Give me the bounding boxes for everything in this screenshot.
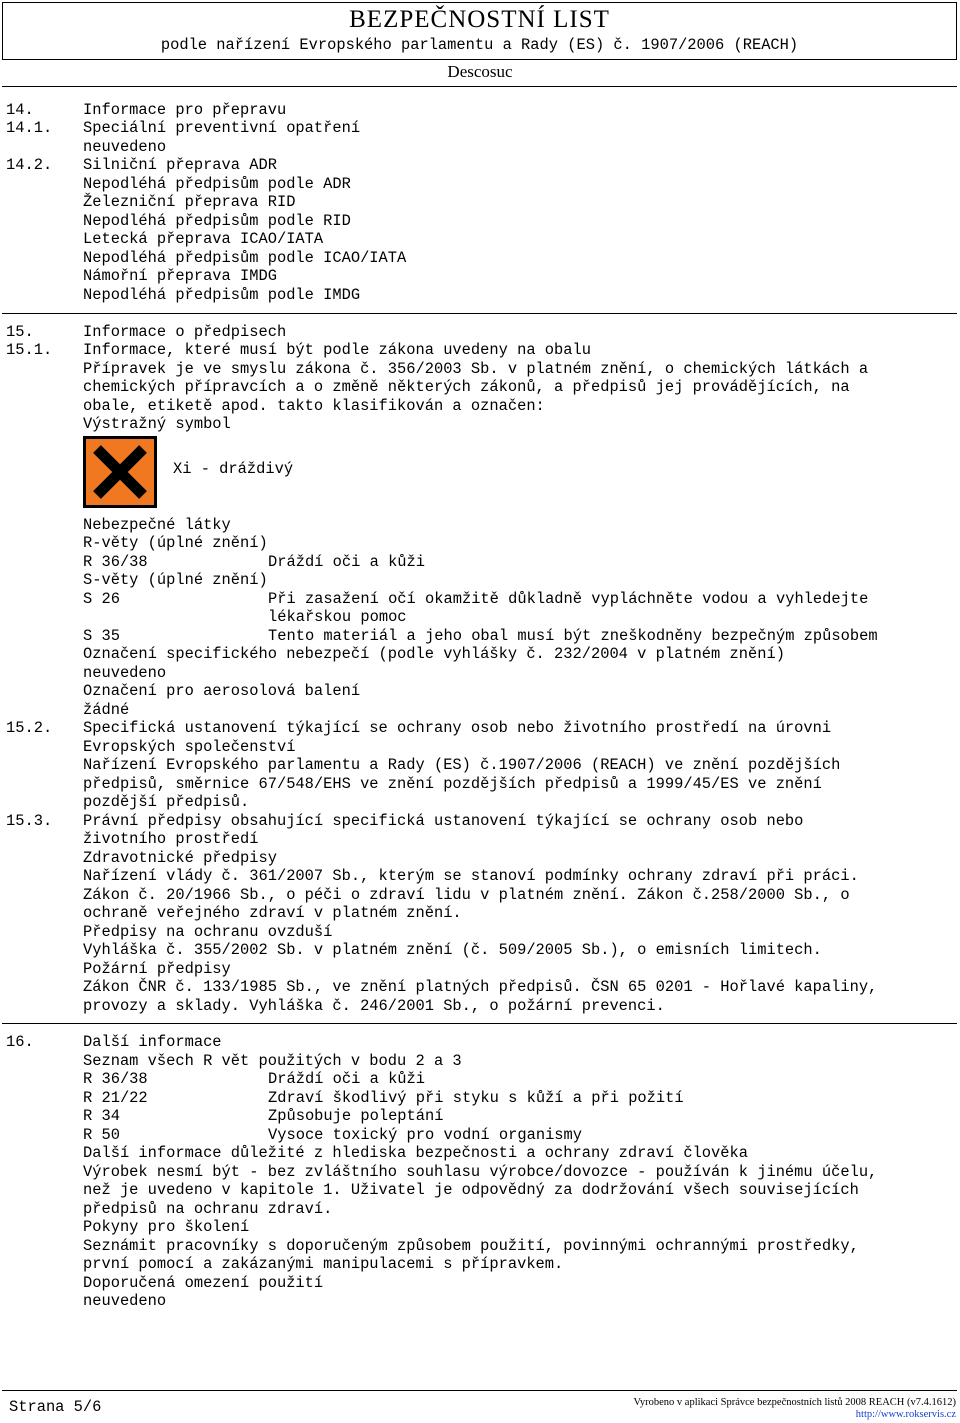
paragraph-line: předpisů, směrnice 67/548/EHS ve znění pozdějších předpisů a 1999/45/ES ve znění [83,775,822,793]
section-15-title: Informace o předpisech [83,323,287,341]
product-name: Descosuc [447,62,513,81]
r-phrase-list-title: Seznam všech R vět použitých v bodu 2 a 3 [83,1052,462,1070]
section-divider [2,1023,957,1024]
section-15-number: 15. [6,323,34,341]
fire-regulations-title: Požární předpisy [83,960,231,978]
adr-value: Nepodléhá předpisům podle ADR [83,175,351,193]
paragraph-line: Nařízení Evropského parlamentu a Rady (ES) č.1907/2006 (REACH) ve znění pozdějších [83,756,841,774]
section-15-2-number: 15.2. [6,719,53,737]
paragraph-line: Nařízení vlády č. 361/2007 Sb., kterým se stanoví podmínky ochrany zdraví při práci. [83,867,859,885]
paragraph-line: než je uvedeno v kapitole 1. Uživatel je odpovědný za dodržování všech souvisejících [83,1181,859,1199]
paragraph-line: obale, etiketě apod. takto klasifikován a označen: [83,397,545,415]
imdg-title: Námořní přeprava IMDG [83,267,277,285]
paragraph-line: předpisů na ochranu zdraví. [83,1200,333,1218]
usage-restrictions-title: Doporučená omezení použití [83,1274,324,1292]
aerosol-title: Označení pro aerosolová balení [83,682,361,700]
specific-hazard-title: Označení specifického nebezpečí (podle vyhlášky č. 232/2004 v platném znění) [83,645,785,663]
paragraph-line: provozy a sklady. Vyhláška č. 246/2001 Sb., o požární prevenci. [83,997,665,1015]
paragraph-line: pozdější předpisů. [83,793,250,811]
r-phrase-text: Způsobuje poleptání [268,1107,444,1125]
r-phrase-text: Zdraví škodlivý při styku s kůží a při požití [268,1089,684,1107]
hazardous-substances-title: Nebezpečné látky [83,516,231,534]
s-phrase-text: Při zasažení očí okamžitě důkladně vypláchněte vodou a vyhledejte [268,590,869,608]
paragraph-line: ochraně veřejného zdraví v platném znění. [83,904,462,922]
icao-value: Nepodléhá předpisům podle ICAO/IATA [83,249,407,267]
r-phrase-text: Dráždí oči a kůži [268,553,426,571]
adr-title: Silniční přeprava ADR [83,156,277,174]
section-14-title: Informace pro přepravu [83,101,287,119]
specific-hazard-value: neuvedeno [83,664,167,682]
irritant-hazard-icon [83,436,157,508]
rid-value: Nepodléhá předpisům podle RID [83,212,351,230]
r-phrase-text: Vysoce toxický pro vodní organismy [268,1126,583,1144]
header-divider [2,86,957,87]
r-phrases-title: R-věty (úplné znění) [83,534,268,552]
r-phrase-code: R 50 [83,1126,120,1144]
section-14-1-value: neuvedeno [83,138,167,156]
aerosol-value: žádné [83,701,130,719]
r-phrase-code: R 34 [83,1107,120,1125]
document-header [2,2,957,60]
important-info-title: Další informace důležité z hlediska bezpečnosti a ochrany zdraví člověka [83,1144,748,1162]
section-16-title: Další informace [83,1033,222,1051]
section-15-2-title: Specifická ustanovení týkající se ochrany osob nebo životního prostředí na úrovni [83,719,832,737]
warning-symbol-label: Výstražný symbol [83,415,231,433]
rid-title: Železniční přeprava RID [83,193,296,211]
s-phrase-code: S 35 [83,627,120,645]
r-phrase-text: Dráždí oči a kůži [268,1070,426,1088]
paragraph-line: Vyhláška č. 355/2002 Sb. v platném znění (č. 509/2005 Sb.), o emisních limitech. [83,941,822,959]
paragraph-line: první pomocí a zakázanými manipulacemi s přípravkem. [83,1255,564,1273]
section-divider [2,313,957,314]
document-subtitle: podle nařízení Evropského parlamentu a Rady (ES) č. 1907/2006 (REACH) [160,36,799,54]
s-phrases-title: S-věty (úplné znění) [83,571,268,589]
health-regulations-title: Zdravotnické předpisy [83,849,277,867]
icao-title: Letecká přeprava ICAO/IATA [83,230,324,248]
imdg-value: Nepodléhá předpisům podle IMDG [83,286,361,304]
generator-note: Vyrobeno v aplikaci Správce bezpečnostních listů 2008 REACH (v7.4.1612) [633,1397,956,1408]
section-14-2-number: 14.2. [6,156,53,174]
usage-restrictions-value: neuvedeno [83,1292,167,1310]
paragraph-line: Zákon č. 20/1966 Sb., o péči o zdraví lidu v platném znění. Zákon č.258/2000 Sb., o [83,886,850,904]
paragraph-line: chemických přípravcích a o změně některých zákonů, a předpisů jej provádějících, na [83,378,850,396]
r-phrase-code: R 36/38 [83,553,148,571]
training-title: Pokyny pro školení [83,1218,250,1236]
section-15-3-number: 15.3. [6,812,53,830]
page-number: Strana 5/6 [9,1398,102,1416]
generator-link[interactable]: http://www.rokservis.cz [855,1409,956,1420]
section-14-1-title: Speciální preventivní opatření [83,119,361,137]
s-phrase-code: S 26 [83,590,120,608]
document-title: BEZPEČNOSTNÍ LIST [349,6,610,33]
warning-symbol-text: Xi - dráždivý [173,460,294,478]
s-phrase-text: Tento materiál a jeho obal musí být zneškodněny bezpečným způsobem [268,627,878,645]
section-15-2-title: Evropských společenství [83,738,296,756]
air-regulations-title: Předpisy na ochranu ovzduší [83,923,333,941]
section-15-3-title: životního prostředí [83,830,259,848]
paragraph-line: Seznámit pracovníky s doporučeným způsobem použití, povinnými ochrannými prostředky, [83,1237,859,1255]
section-15-1-title: Informace, které musí být podle zákona uvedeny na obalu [83,341,591,359]
paragraph-line: Zákon ČNR č. 133/1985 Sb., ve znění platných předpisů. ČSN 65 0201 - Hořlavé kapaliny, [83,978,878,996]
section-14-number: 14. [6,101,34,119]
section-14-1-number: 14.1. [6,119,53,137]
section-15-1-number: 15.1. [6,341,53,359]
paragraph-line: Přípravek je ve smyslu zákona č. 356/2003 Sb. v platném znění, o chemických látkách a [83,360,869,378]
r-phrase-code: R 36/38 [83,1070,148,1088]
footer-divider [2,1390,957,1391]
s-phrase-text: lékařskou pomoc [268,608,407,626]
section-15-3-title: Právní předpisy obsahující specifická ustanovení týkající se ochrany osob nebo [83,812,804,830]
section-16-number: 16. [6,1033,34,1051]
r-phrase-code: R 21/22 [83,1089,148,1107]
paragraph-line: Výrobek nesmí být - bez zvláštního souhlasu výrobce/dovozce - používán k jinému účelu, [83,1163,878,1181]
